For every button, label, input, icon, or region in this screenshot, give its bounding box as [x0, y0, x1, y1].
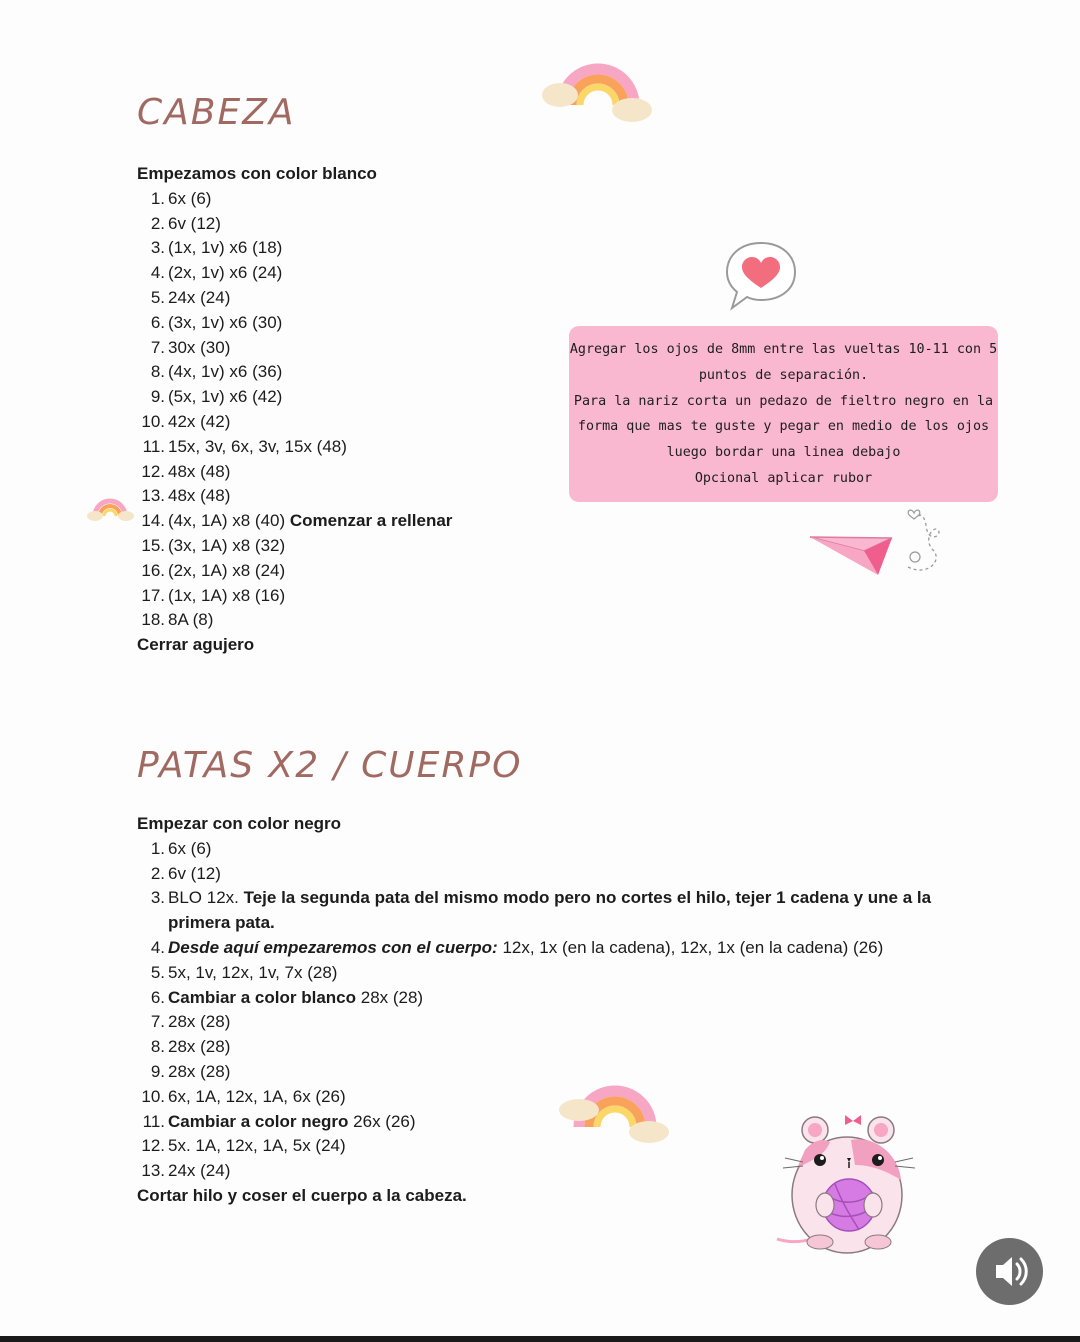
hamster-illustration: [775, 1110, 920, 1260]
legs-round: 11. Cambiar a color negro 26x (26): [142, 1111, 416, 1131]
head-round: 1. 6x (6): [150, 188, 212, 208]
note-line: luego bordar una linea debajo: [666, 445, 901, 461]
head-round: 8. (4x, 1v) x6 (36): [150, 362, 283, 382]
legs-round: 3. BLO 12x. Teje la segunda pata del mismo modo pero no cortes el hilo, tejer 1 cadena y une a la primera pata.: [150, 888, 932, 933]
head-round: 3. (1x, 1v) x6 (18): [150, 238, 283, 258]
legs-lead: Empezar con color negro: [137, 814, 342, 833]
head-rounds-list: [137, 187, 452, 633]
rainbow-icon: [557, 1072, 672, 1147]
head-round: 14. (4x, 1A) x8 (40) Comenzar a rellenar: [141, 511, 453, 531]
small-rainbow-icon: [86, 492, 134, 524]
rainbow-icon: [540, 55, 655, 125]
legs-round: 10. 6x, 1A, 12x, 1A, 6x (26): [141, 1086, 346, 1106]
speaker-icon: [976, 1238, 1043, 1305]
section-title-legs: PATAS X2 / CUERPO: [137, 745, 523, 786]
legs-closing: Cortar hilo y coser el cuerpo a la cabeza.: [137, 1185, 467, 1205]
head-round: 12. 48x (48): [141, 461, 231, 481]
head-lead: Empezamos con color blanco: [137, 164, 377, 183]
legs-round: 12. 5x. 1A, 12x, 1A, 5x (24): [141, 1136, 346, 1156]
head-round: 17. (1x, 1A) x8 (16): [141, 585, 286, 605]
head-round: 6. (3x, 1v) x6 (30): [150, 312, 283, 332]
legs-round: 13. 24x (24): [141, 1161, 231, 1181]
bottom-edge-bar: [0, 1336, 1080, 1342]
legs-round: 2. 6v (12): [150, 863, 221, 883]
legs-round: 9. 28x (28): [150, 1061, 231, 1081]
note-line: puntos de separación.: [698, 367, 869, 383]
legs-round: 5. 5x, 1v, 12x, 1v, 7x (28): [150, 962, 338, 982]
legs-round: 8. 28x (28): [150, 1037, 231, 1057]
head-round: 2. 6v (12): [150, 213, 221, 233]
tips-note: [569, 326, 998, 502]
note-line: Agregar los ojos de 8mm entre las vueltas 10-11 con 5: [569, 342, 998, 357]
note-line: Para la nariz corta un pedazo de fieltro negro en la: [573, 393, 994, 409]
heart-bubble-icon: [724, 240, 798, 312]
head-round: 11. 15x, 3v, 6x, 3v, 15x (48): [142, 436, 347, 456]
sound-button[interactable]: [976, 1238, 1043, 1305]
head-closing: Cerrar agujero: [137, 635, 255, 655]
head-round: 13. 48x (48): [141, 486, 231, 506]
legs-round: 4. Desde aquí empezaremos con el cuerpo: 12x, 1x (en la cadena), 12x, 1x (en la cadena) (26): [150, 937, 884, 957]
head-round: 9. (5x, 1v) x6 (42): [150, 387, 283, 407]
section-title-head: CABEZA: [137, 92, 296, 133]
head-round: 18. 8A (8): [141, 610, 214, 630]
legs-round: 6. Cambiar a color blanco 28x (28): [150, 987, 424, 1007]
note-line: Opcional aplicar rubor: [694, 470, 873, 486]
head-round: 4. (2x, 1v) x6 (24): [150, 263, 283, 283]
head-round: 7. 30x (30): [150, 337, 231, 357]
head-round: 5. 24x (24): [150, 287, 231, 307]
legs-round: 1. 6x (6): [150, 838, 212, 858]
legs-round: 7. 28x (28): [150, 1012, 231, 1032]
head-instructions: [137, 162, 452, 658]
head-round: 10. 42x (42): [141, 411, 231, 431]
note-line: forma que mas te guste y pegar en medio de los ojos: [577, 419, 990, 435]
head-round: 15. (3x, 1A) x8 (32): [141, 535, 286, 555]
paper-plane-icon: [808, 505, 943, 585]
head-round: 16. (2x, 1A) x8 (24): [141, 560, 286, 580]
